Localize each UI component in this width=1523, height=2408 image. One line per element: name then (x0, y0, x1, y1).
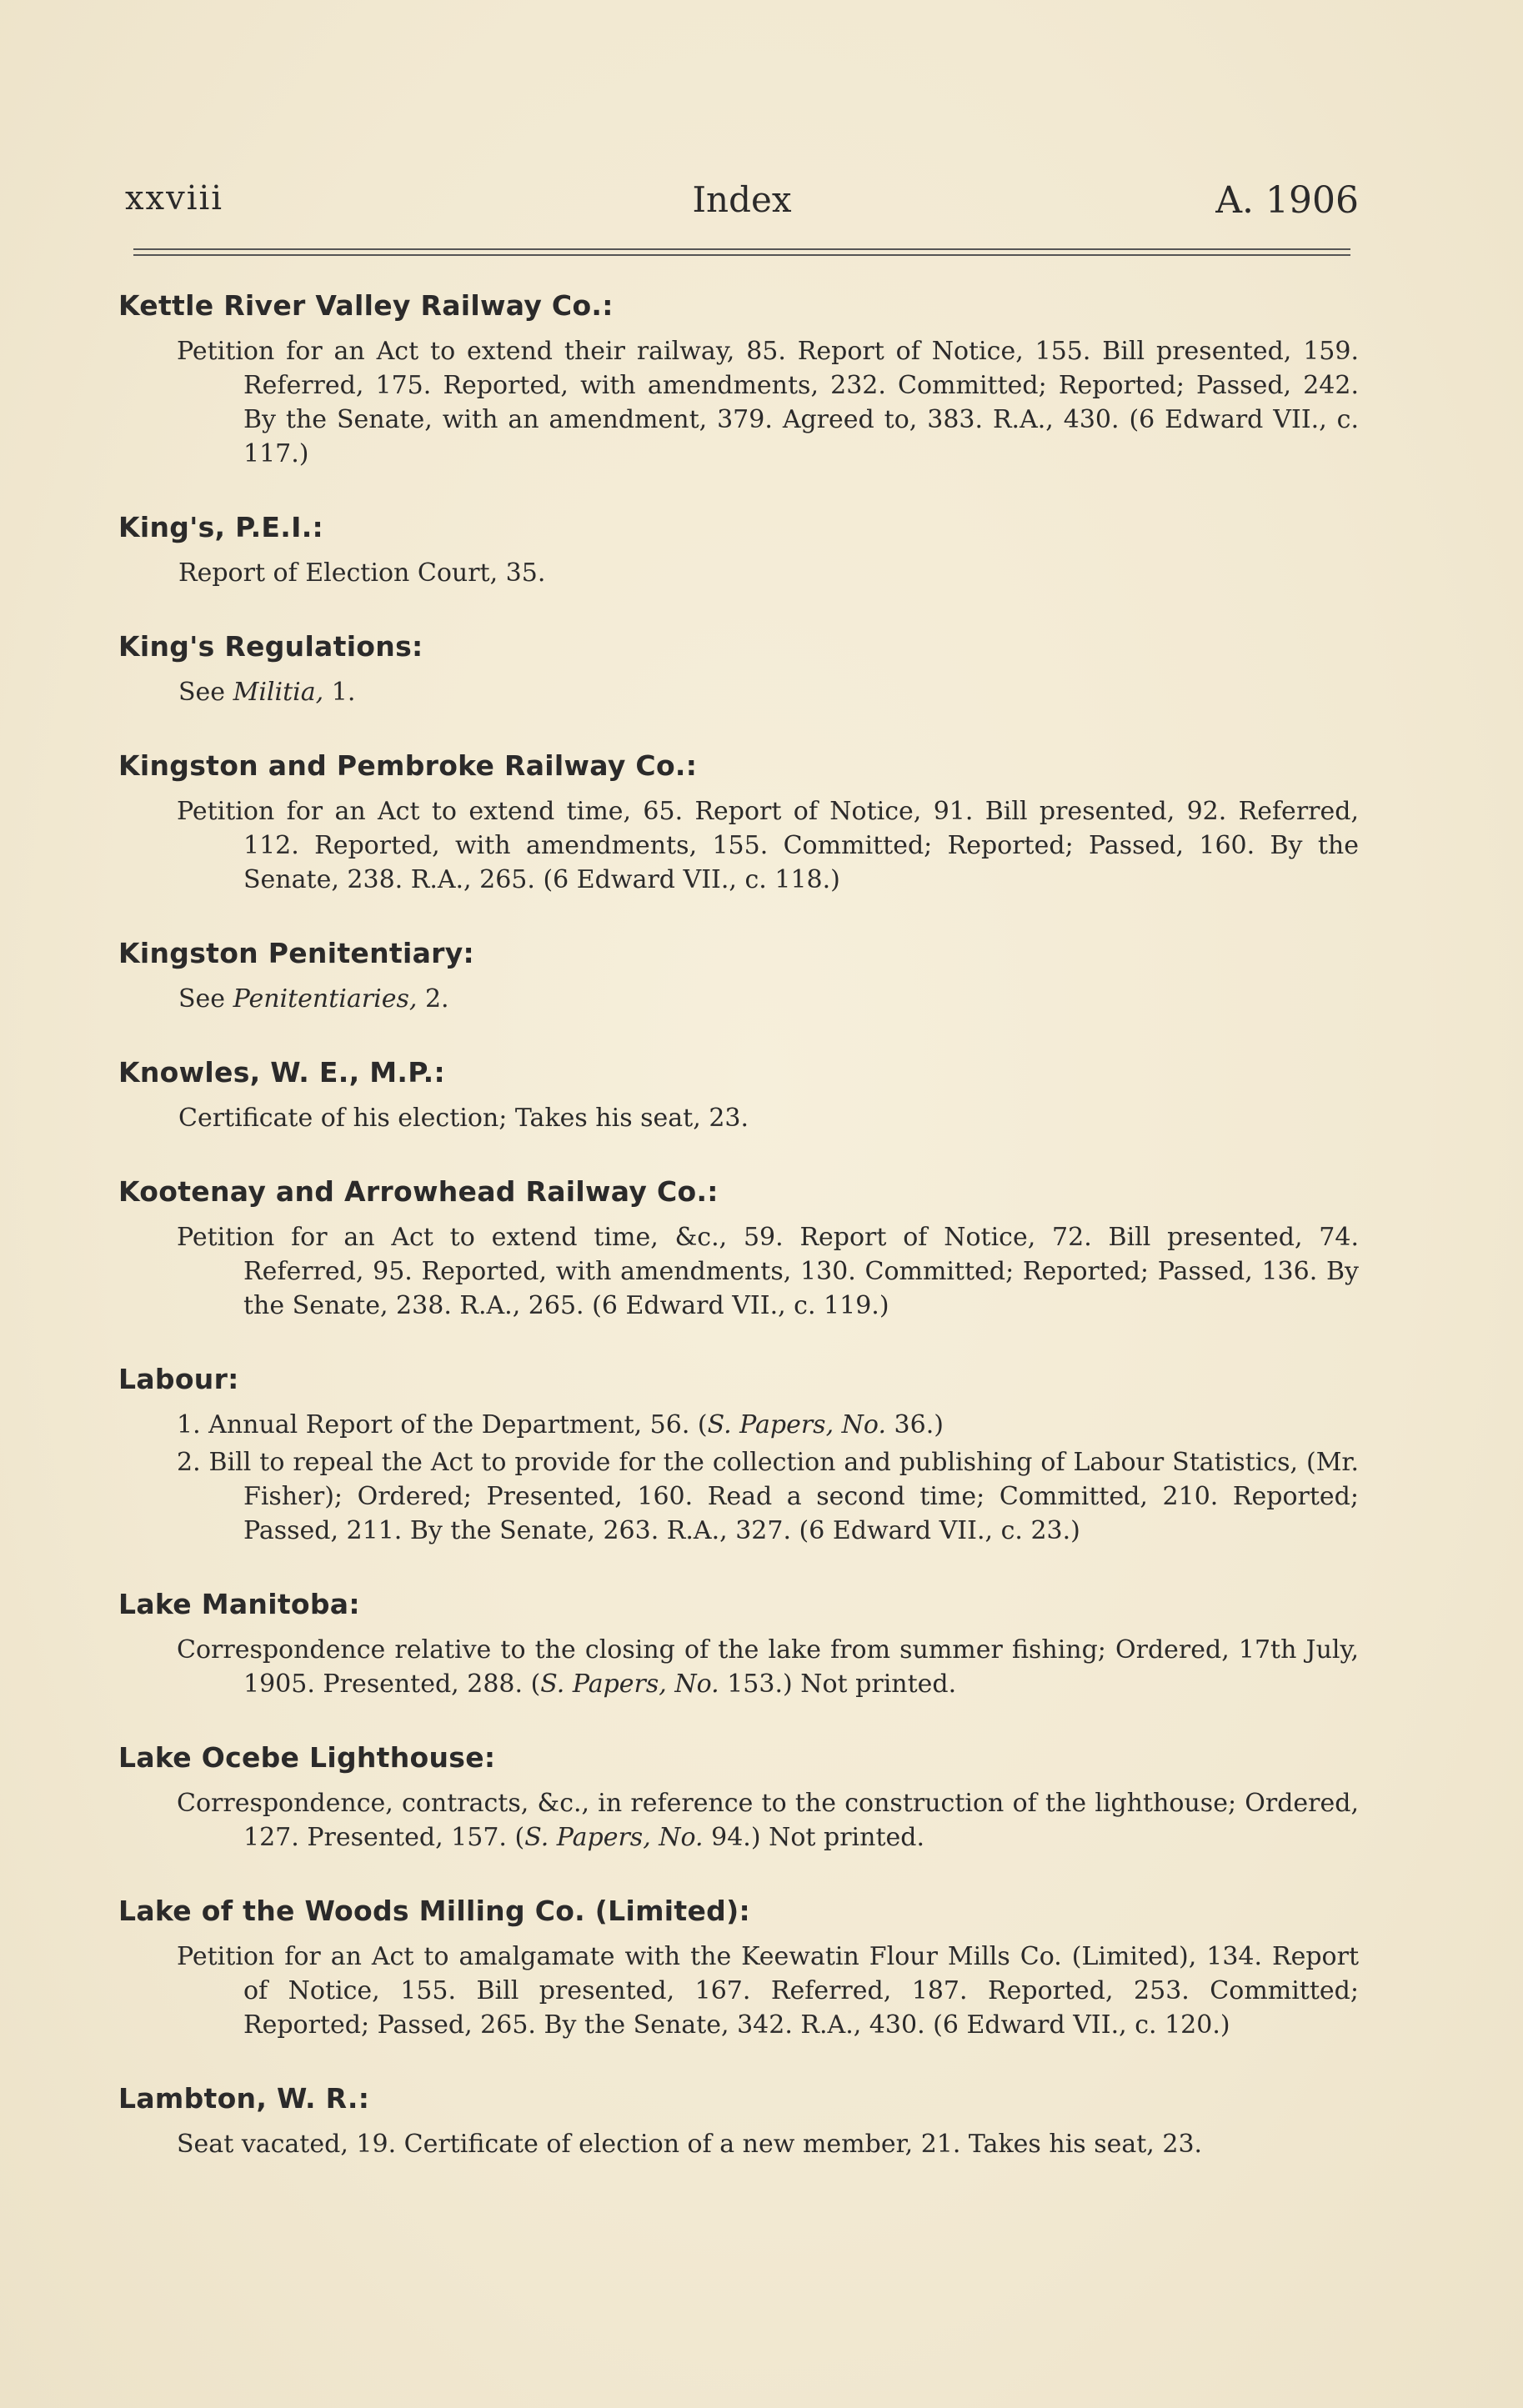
entry-text (117, 675, 1359, 709)
entry-text: Petition for an Act to extend their railway, 85. Report of Notice, 155. Bill presented, 159. Referred, 175. Reported, with amendments, 232. Committed; Reported; Passed, 242. By the Senate, with an amendment, 379. Agreed to, 383. R.A., 430. (6 Edward VII., c. 117.) (177, 337, 1359, 468)
entry-heading: Lambton, W. R.: (118, 2082, 370, 2115)
header-rule-line-top (133, 248, 1350, 250)
entry-text: Correspondence relative to the closing of the lake from summer fishing; Ordered, 17th July, 1905. Presented, 288. (S. Papers, No. 153.) Not printed. (177, 1635, 1359, 1699)
entry-heading: King's Regulations: (118, 630, 423, 663)
sessional-papers-ref: S. Papers, No. (540, 1670, 719, 1699)
index-entry-kingston-pembroke (117, 748, 1359, 897)
cross-reference: Penitentiaries, (233, 984, 418, 1014)
entry-text: Seat vacated, 19. Certificate of election of a new member, 21. Takes his seat, 23. (177, 2130, 1203, 2159)
cross-reference: Militia, (233, 678, 324, 707)
header-rule-line-bottom (133, 254, 1350, 256)
entry-text: Petition for an Act to extend time, 65. Report of Notice, 91. Bill presented, 92. Referred, 112. Reported, with amendments, 155. Committed; Reported; Passed, 160. By the Senate, 238. R.A., 265. (6 Edward VII., c. 118.) (177, 797, 1359, 894)
running-title: Index (692, 179, 792, 220)
entry-heading: Kettle River Valley Railway Co.: (118, 289, 614, 322)
entry-heading: Knowles, W. E., M.P.: (118, 1056, 445, 1089)
entry-heading: Lake Ocebe Lighthouse: (118, 1741, 496, 1774)
index-entry-knowles (117, 1054, 1359, 1135)
entry-heading: Lake of the Woods Milling Co. (Limited): (118, 1895, 750, 1927)
entry-text: Certificate of his election; Takes his seat, 23. (178, 1104, 749, 1133)
index-entry-kings-pei (117, 509, 1359, 590)
page-number: xxviii (125, 179, 224, 218)
index-entry-labour (117, 1361, 1359, 1548)
index-entry-lake-of-the-woods (117, 1893, 1359, 2042)
index-entry-lake-ocebe (117, 1740, 1359, 1855)
entry-heading: Kingston Penitentiary: (118, 937, 475, 969)
index-entry-kings-regulations (117, 628, 1359, 709)
entry-heading: Kingston and Pembroke Railway Co.: (118, 749, 698, 782)
entry-text: Petition for an Act to extend time, &c., 59. Report of Notice, 72. Bill presented, 74. Referred, 95. Reported, with amendments, 130. Committed; Reported; Passed, 136. By the Senate, 238. R.A., 265. (6 Edward VII., c. 119.) (177, 1223, 1359, 1320)
entry-item-1: 1. Annual Report of the Department, 56. (S. Papers, No. 36.) (177, 1410, 944, 1439)
session-year: A. 1906 (1215, 179, 1359, 222)
cross-reference-number: 2. (424, 984, 449, 1014)
page-header (125, 179, 1359, 229)
entry-text (117, 982, 1359, 1016)
entry-heading: Lake Manitoba: (118, 1588, 360, 1620)
entry-heading: Kootenay and Arrowhead Railway Co.: (118, 1175, 719, 1208)
entry-item-2: 2. Bill to repeal the Act to provide for the collection and publishing of Labour Statistics, (Mr. Fisher); Ordered; Presented, 160. Read a second time; Committed, 210. Reported; Passed, 211. By the Senate, 263. R.A., 327. (6 Edward VII., c. 23.) (177, 1448, 1359, 1545)
index-entry-lambton (117, 2080, 1359, 2161)
index-entry-lake-manitoba (117, 1586, 1359, 1701)
index-entry-kootenay (117, 1174, 1359, 1323)
entry-text: Petition for an Act to amalgamate with the Keewatin Flour Mills Co. (Limited), 134. Report of Notice, 155. Bill presented, 167. Referred, 187. Reported, 253. Committed; Reported; Passed, 265. By the Senate, 342. R.A., 430. (6 Edward VII., c. 120.) (177, 1942, 1359, 2040)
cross-reference-number: 1. (331, 678, 356, 707)
see-label: See (178, 984, 226, 1014)
entry-text: Report of Election Court, 35. (178, 558, 546, 588)
sessional-papers-ref: S. Papers, No. (707, 1410, 886, 1439)
entry-heading: King's, P.E.I.: (118, 511, 324, 543)
index-entry-kingston-penitentiary (117, 935, 1359, 1016)
entry-heading: Labour: (118, 1363, 239, 1395)
sessional-papers-ref: S. Papers, No. (524, 1823, 704, 1852)
index-entries (117, 288, 1359, 2200)
see-label: See (178, 678, 226, 707)
entry-text: Correspondence, contracts, &c., in reference to the construction of the lighthouse; Ordered, 127. Presented, 157. (S. Papers, No. 94.) Not printed. (177, 1789, 1359, 1852)
header-rule (133, 247, 1350, 258)
index-entry-kettle-river (117, 288, 1359, 471)
